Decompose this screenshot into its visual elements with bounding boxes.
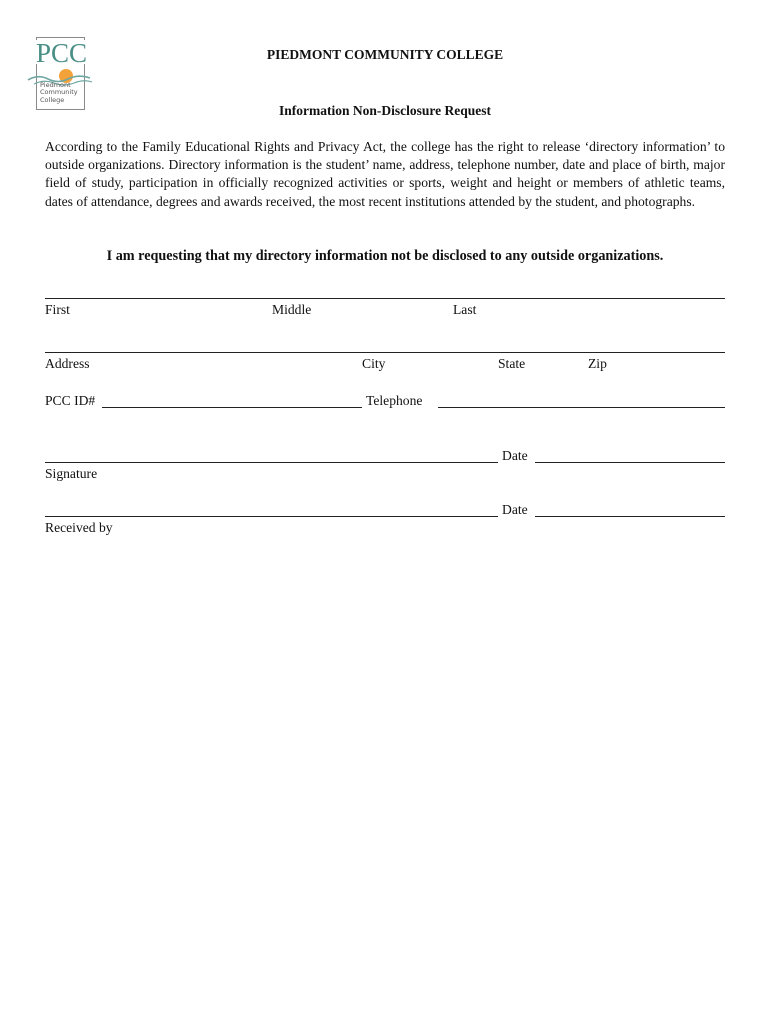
received-by-field-line[interactable] [45,516,498,517]
zip-label: Zip [588,356,607,371]
received-date-field-line[interactable] [535,516,725,517]
logo-name-line: Piedmont [40,81,71,89]
logo-initials: PCC [36,38,88,68]
received-by-label: Received by [45,520,113,535]
address-label: Address [45,356,90,371]
name-field-line[interactable] [45,298,725,299]
last-name-label: Last [453,302,477,317]
state-label: State [498,356,526,371]
form-title: Information Non-Disclosure Request [279,103,491,118]
telephone-field-line[interactable] [438,407,725,408]
signature-label: Signature [45,466,98,481]
address-field-line[interactable] [45,352,725,353]
signature-date-field-line[interactable] [535,462,725,463]
city-label: City [362,356,386,371]
logo-name-line: Community [40,88,78,97]
pcc-id-label: PCC ID# [45,393,96,408]
signature-field-line[interactable] [45,462,498,463]
signature-date-label: Date [502,448,528,463]
logo-name-line: College [40,95,65,104]
telephone-label: Telephone [366,393,423,408]
ferpa-paragraph: According to the Family Educational Rights and Privacy Act, the college has the right to release ‘directory information’ to outside organizations. Directory information is the student’ name, address, telephone number, date and place of birth, major field of study, participation in officially recognized activities or sports, weight and height or members of athletic teams, dates of attendance, degrees and awards received, the most recent institutions attended by the student, and photographs. [45,139,725,209]
institution-title: PIEDMONT COMMUNITY COLLEGE [266,47,504,62]
request-statement: I am requesting that my directory information not be disclosed to any outside organizations. [106,248,664,264]
pcc-id-field-line[interactable] [102,407,362,408]
middle-name-label: Middle [272,302,312,317]
received-date-label: Date [502,502,528,517]
first-name-label: First [45,302,70,317]
